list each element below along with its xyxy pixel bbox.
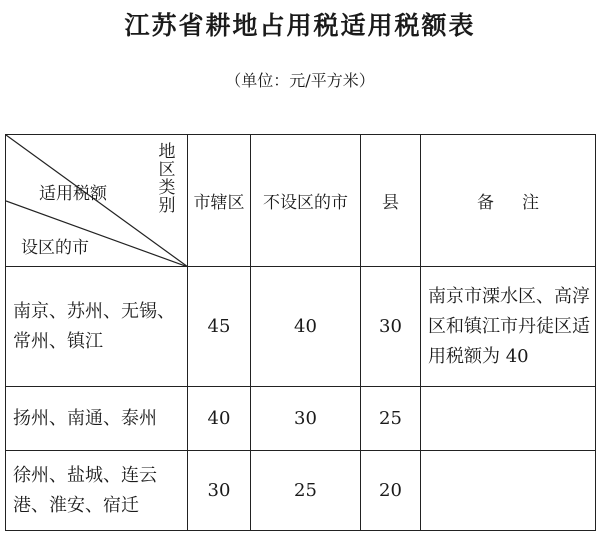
- corner-label-region-type: 地区类别: [158, 142, 176, 216]
- tax-table: [5, 134, 595, 530]
- row-county-value: 20: [361, 451, 421, 531]
- row-urban-value: 30: [188, 451, 251, 531]
- table-row: [6, 387, 596, 451]
- unit-note: （单位：元/平方米）: [225, 71, 375, 90]
- row-cities: 扬州、南通、泰州: [6, 387, 188, 451]
- row-note: [421, 451, 596, 531]
- corner-diagonal-cell: [6, 135, 188, 267]
- table-row: [6, 267, 596, 387]
- corner-label-tax-rate: 适用税额: [39, 184, 107, 204]
- row-county-city-value: 30: [251, 387, 361, 451]
- table-header-row: [6, 135, 596, 267]
- row-county-city-value: 40: [251, 267, 361, 387]
- col-header-note: 备注: [421, 135, 596, 267]
- page-title: 江苏省耕地占用税适用税额表: [124, 11, 476, 40]
- row-note: 南京市溧水区、高淳区和镇江市丹徒区适用税额为 40: [421, 267, 596, 387]
- row-county-city-value: 25: [251, 451, 361, 531]
- row-note: [421, 387, 596, 451]
- col-header-county-city: 不设区的市: [251, 135, 361, 267]
- row-urban-value: 45: [188, 267, 251, 387]
- table-row: [6, 451, 596, 531]
- col-header-county: 县: [361, 135, 421, 267]
- row-county-value: 30: [361, 267, 421, 387]
- row-cities: 南京、苏州、无锡、常州、镇江: [6, 267, 188, 387]
- col-header-urban: 市辖区: [188, 135, 251, 267]
- row-county-value: 25: [361, 387, 421, 451]
- row-cities: 徐州、盐城、连云港、淮安、宿迁: [6, 451, 188, 531]
- corner-label-city: 设区的市: [21, 238, 89, 258]
- row-urban-value: 40: [188, 387, 251, 451]
